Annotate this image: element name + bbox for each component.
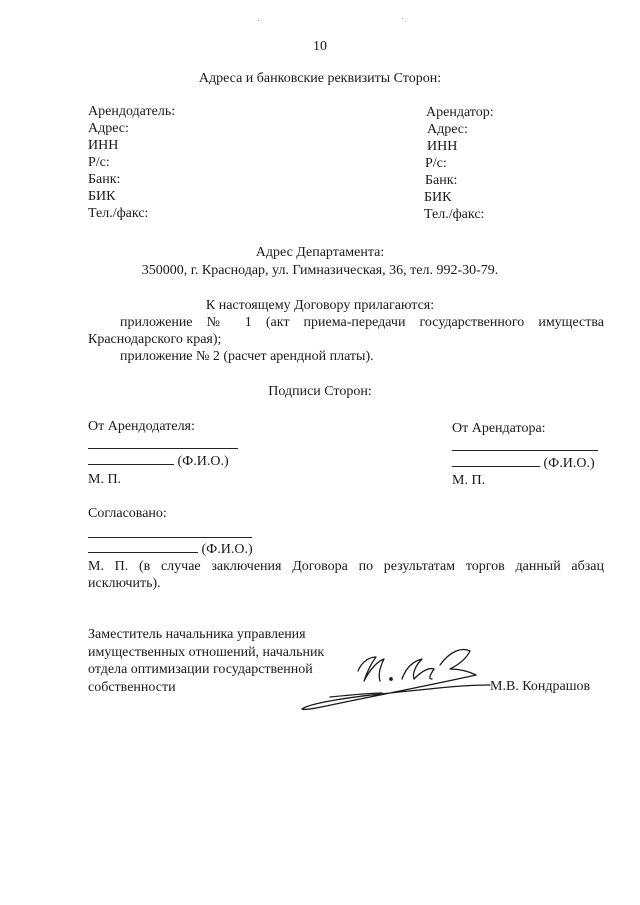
official-position-line-2: имущественных отношений, начальник (88, 644, 325, 660)
from-tenant-label: От Арендатора: (452, 421, 546, 436)
landlord-field-phone: Тел./факс: (88, 206, 149, 221)
tenant-fio-blank (452, 454, 540, 467)
tenant-title: Арендатор: (426, 105, 494, 120)
attachments-title: К настоящему Договору прилагаются: (205, 298, 435, 313)
tenant-field-bank: Банк: (425, 173, 458, 188)
landlord-field-inn: ИНН (88, 138, 119, 153)
tenant-fio-row (452, 454, 595, 472)
landlord-field-bik: БИК (88, 189, 116, 204)
tenant-field-bik: БИК (424, 190, 452, 205)
approval-title: Согласовано: (88, 506, 167, 521)
attachment-item-1-line-1: приложение № 1 (акт приема-передачи государственного имущества (120, 315, 604, 330)
landlord-field-bank: Банк: (88, 172, 121, 187)
landlord-field-address: Адрес: (88, 121, 129, 136)
tenant-field-address: Адрес: (427, 122, 468, 137)
tenant-field-phone: Тел./факс: (424, 207, 485, 222)
attachment-item-1-line-2: Краснодарского края); (88, 332, 222, 347)
tenant-field-inn: ИНН (427, 139, 458, 154)
department-title: Адрес Департамента: (255, 245, 385, 260)
landlord-title: Арендодатель: (88, 104, 176, 119)
tenant-signature-line (452, 450, 598, 451)
landlord-fio-label: (Ф.И.О.) (177, 454, 229, 469)
landlord-stamp-place: М. П. (88, 472, 122, 487)
tenant-stamp-place: М. П. (452, 473, 486, 488)
department-address: 350000, г. Краснодар, ул. Гимназическая, 36, тел. 992-30-79. (141, 263, 499, 278)
official-name: М.В. Кондрашов (490, 679, 591, 694)
tenant-block (424, 104, 494, 223)
scan-speck (402, 18, 403, 19)
tenant-field-account: Р/с: (425, 156, 447, 171)
from-landlord-label: От Арендодателя: (88, 419, 195, 434)
approval-note-line-2: исключить). (88, 576, 161, 591)
attachment-item-2: приложение № 2 (расчет арендной платы). (120, 349, 374, 364)
approval-fio-blank (88, 540, 198, 553)
official-position (88, 626, 324, 696)
handwritten-signature (290, 635, 500, 715)
official-position-line-3: отдела оптимизации государственной (88, 662, 313, 677)
landlord-fio-row (88, 452, 229, 470)
scan-speck (258, 20, 259, 21)
approval-fio-row (88, 540, 253, 558)
landlord-field-account: Р/с: (88, 155, 110, 170)
official-position-line-1: Заместитель начальника управления (88, 627, 306, 642)
tenant-fio-label: (Ф.И.О.) (543, 456, 595, 471)
landlord-block (88, 103, 175, 222)
page-number: 10 (313, 39, 327, 54)
landlord-signature-line (88, 448, 238, 449)
signatures-title: Подписи Сторон: (268, 384, 372, 399)
official-position-line-4: собственности (88, 679, 176, 695)
addresses-title: Адреса и банковские реквизиты Сторон: (198, 71, 442, 86)
approval-note-line-1: М. П. (в случае заключения Договора по результатам торгов данный абзац (88, 559, 604, 574)
approval-fio-label: (Ф.И.О.) (201, 542, 253, 557)
landlord-fio-blank (88, 452, 174, 465)
approval-signature-line (88, 537, 252, 538)
